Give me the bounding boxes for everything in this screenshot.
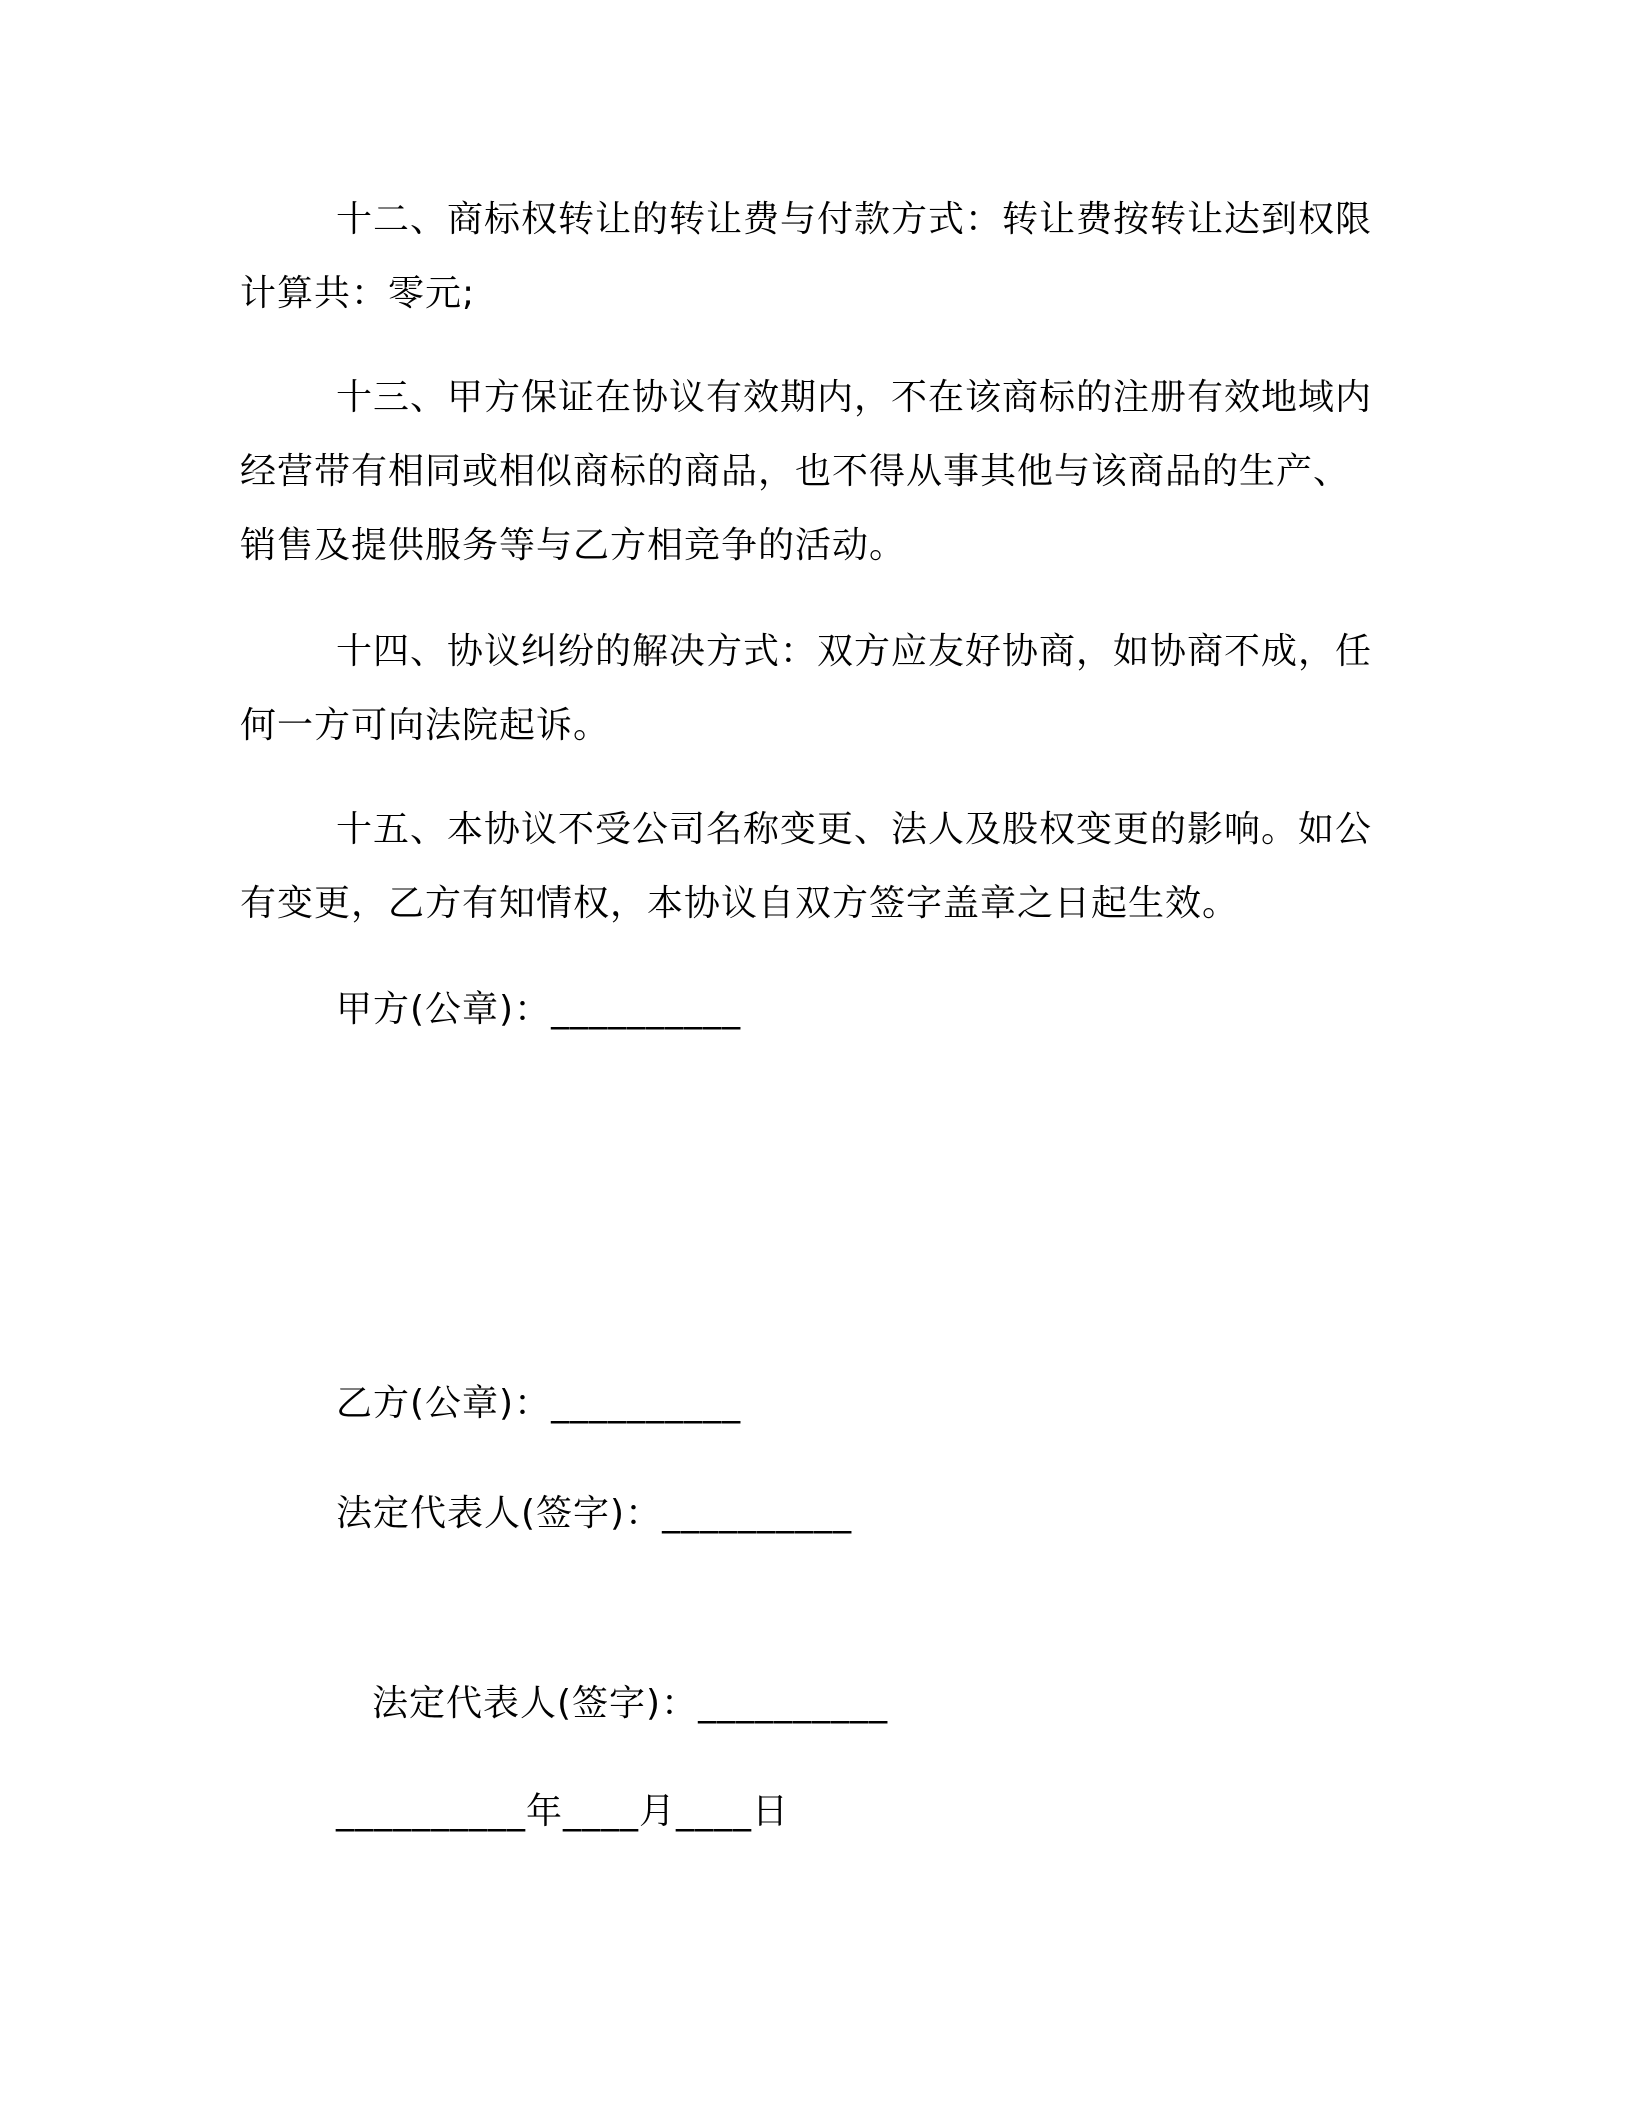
clause-14-line-1: 十四、协议纠纷的解决方式：双方应友好协商，如协商不成，任 [336, 631, 1373, 672]
clause-13-line-1: 十三、甲方保证在协议有效期内，不在该商标的注册有效地域内 [336, 377, 1373, 418]
legal-rep-signature-line-2: 法定代表人(签字)：__________ [372, 1683, 889, 1724]
clause-15-line-2: 有变更，乙方有知情权，本协议自双方签字盖章之日起生效。 [240, 883, 1240, 924]
clause-14-line-2: 何一方可向法院起诉。 [240, 705, 611, 746]
clause-13-line-2: 经营带有相同或相似商标的商品，也不得从事其他与该商品的生产、 [240, 451, 1351, 492]
clause-13-line-3: 销售及提供服务等与乙方相竞争的活动。 [240, 525, 907, 566]
party-a-seal-line: 甲方(公章)：__________ [336, 989, 742, 1030]
legal-rep-signature-line-1: 法定代表人(签字)：__________ [336, 1493, 853, 1534]
clause-15-line-1: 十五、本协议不受公司名称变更、法人及股权变更的影响。如公 [336, 809, 1373, 850]
party-b-seal-line: 乙方(公章)：__________ [336, 1383, 742, 1424]
clause-12-line-2: 计算共：零元; [240, 273, 476, 314]
clause-12-line-1: 十二、商标权转让的转让费与付款方式：转让费按转让达到权限 [336, 199, 1373, 240]
date-line: __________年____月____日 [336, 1791, 789, 1832]
